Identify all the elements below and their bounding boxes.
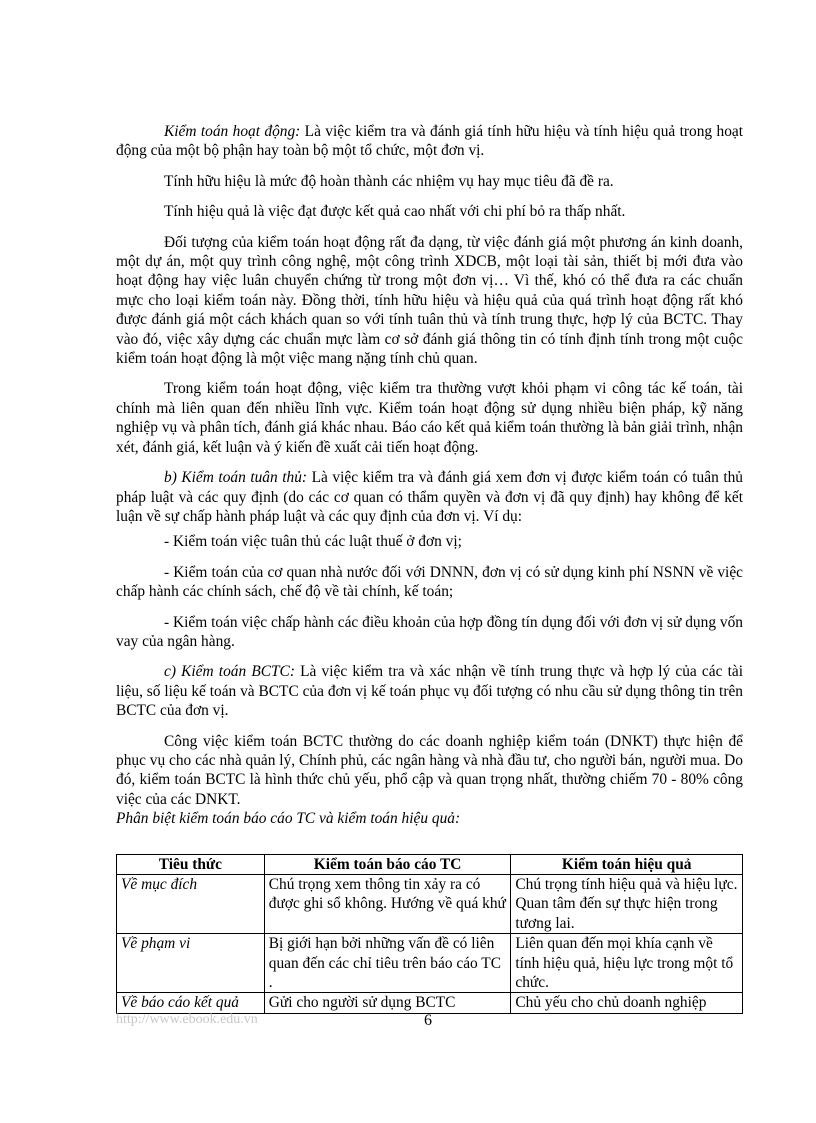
term-compliance-audit: b) Kiểm toán tuân thủ: [164, 469, 308, 487]
page-footer [116, 1012, 743, 1032]
header-criteria: Tiêu thức [117, 854, 265, 874]
paragraph-operational-scope: Trong kiểm toán hoạt động, việc kiểm tra thường vượt khỏi phạm vi công tác kế toán, tài chính mà liên quan đến nhiều lĩnh vực. Kiểm toán hoạt động sử dụng nhiều biện pháp, kỹ năng nghiệp vụ và phân tích, đánh giá khác nhau. Báo cáo kết quả kiểm toán thường là bản giải trình, nhận xét, đánh giá, kết luận và ý kiến đề xuất cải tiến hoạt động. [116, 380, 743, 456]
table-header-row [117, 854, 743, 874]
document-body [116, 122, 743, 1014]
paragraph-audit-objects: Đối tượng của kiểm toán hoạt động rất đa dạng, từ việc đánh giá một phương án kinh doanh, một dự án, một quy trình công nghệ, một công trình XDCB, một loại tài sản, thiết bị mới đưa vào hoạt động hay việc luân chuyển chứng từ trong một đơn vị… Vì thế, khó có thể đưa ra các chuẩn mực cho loại kiểm toán này. Đồng thời, tính hữu hiệu và hiệu quả của quá trình hoạt động rất khó được đánh giá một cách khách quan so với tính tuân thủ và tính trung thực, hợp lý của BCTC. Thay vào đó, việc xây dựng các chuẩn mực làm cơ sở đánh giá thông tin có tính định tính trong một cuộc kiểm toán hoạt động là một việc mang nặng tính chủ quan. [116, 233, 743, 368]
comparison-table [116, 854, 743, 1014]
paragraph-compliance-audit [116, 468, 743, 526]
paragraph-fs-audit-work: Công việc kiểm toán BCTC thường do các doanh nghiệp kiểm toán (DNKT) thực hiện để phục vụ cho các nhà quản lý, Chính phủ, các ngân hàng và nhà đầu tư, cho người bán, người mua. Do đó, kiểm toán BCTC là hình thức chủ yếu, phổ cập và quan trọng nhất, thường chiếm 70 - 80% công việc của các DNKT. [116, 732, 743, 808]
table-cell: Chủ yếu cho chủ doanh nghiệp [511, 993, 743, 1013]
table-cell: Liên quan đến mọi khía cạnh về tính hiệu quả, hiệu lực trong một tổ chức. [511, 934, 743, 993]
header-fs-audit: Kiểm toán báo cáo TC [264, 854, 511, 874]
bullet-state-audit: - Kiểm toán của cơ quan nhà nước đối với DNNN, đơn vị có sử dụng kinh phí NSNN về việc chấp hành các chính sách, chế độ về tài chính, kế toán; [116, 563, 743, 601]
table-row [117, 875, 743, 934]
table-row [117, 993, 743, 1013]
table-cell: Về phạm vi [117, 934, 265, 993]
table-cell: Về báo cáo kết quả [117, 993, 265, 1013]
paragraph-operational-audit [116, 122, 743, 161]
term-operational-audit: Kiểm toán hoạt động: [164, 123, 301, 140]
table-cell: Chú trọng tính hiệu quả và hiệu lực. Quan tâm đến sự thực hiện trong tương lai. [511, 875, 743, 934]
term-fs-audit: c) Kiểm toán BCTC: [164, 663, 295, 681]
paragraph-efficiency: Tính hiệu quả là việc đạt được kết quả cao nhất với chi phí bỏ ra thấp nhất. [164, 203, 626, 221]
bullet-credit-contract: - Kiểm toán việc chấp hành các điều khoản của hợp đồng tín dụng đối với đơn vị sử dụng vốn vay của ngân hàng. [116, 613, 743, 650]
paragraph-financial-statement-audit [116, 662, 743, 720]
paragraph-text: Là việc kiểm tra và đánh giá tính hữu hiệu và tính hiệu quả trong hoạt động của một bộ phận hay toàn bộ một tổ chức, một đơn vị. [116, 123, 743, 160]
table-cell: Về mục đích [117, 875, 265, 934]
table-cell: Gửi cho người sử dụng BCTC [264, 993, 511, 1013]
table-cell: Bị giới hạn bởi những vấn đề có liên quan đến các chỉ tiêu trên báo cáo TC . [264, 934, 511, 993]
header-performance-audit: Kiểm toán hiệu quả [511, 854, 743, 874]
table-row [117, 934, 743, 993]
page-number: 6 [424, 1012, 432, 1029]
footer-url[interactable]: http://www.ebook.edu.vn [116, 1012, 258, 1027]
bullet-tax-compliance: - Kiểm toán việc tuân thủ các luật thuế ở đơn vị; [164, 533, 462, 551]
table-cell: Chú trọng xem thông tin xảy ra có được ghi sổ không. Hướng về quá khứ [264, 875, 511, 934]
paragraph-effectiveness: Tính hữu hiệu là mức độ hoàn thành các nhiệm vụ hay mục tiêu đã đề ra. [164, 172, 614, 190]
paragraph-text: Là việc kiểm tra và xác nhận về tính trung thực và hợp lý của các tài liệu, số liệu kế toán và BCTC của đơn vị kế toán phục vụ đối tượng có nhu cầu sử dụng thông tin trên BCTC của đơn vị. [116, 663, 743, 720]
table-caption: Phân biệt kiểm toán báo cáo TC và kiểm toán hiệu quả: [116, 810, 461, 828]
paragraph-text: Là việc kiểm tra và đánh giá xem đơn vị được kiểm toán có tuân thủ pháp luật và các quy định (do các cơ quan có thẩm quyền và đơn vị đã quy định) hay không để kết luận về sự chấp hành pháp luật và các quy định của đơn vị. Ví dụ: [116, 469, 743, 525]
